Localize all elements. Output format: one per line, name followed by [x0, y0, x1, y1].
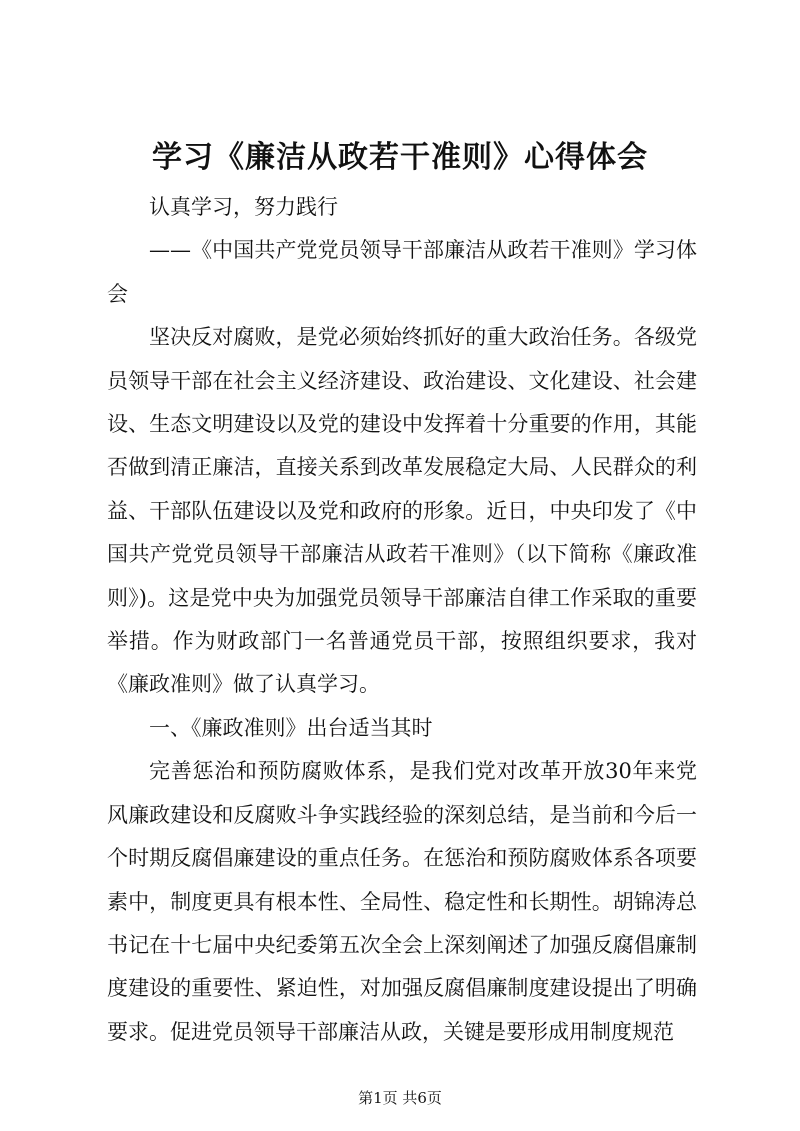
document-title: 学习《廉洁从政若干准则》心得体会 [152, 140, 648, 175]
subtitle: 认真学习，努力践行 [149, 195, 338, 219]
section-heading-1: 一、《廉政准则》出台适当其时 [149, 715, 433, 740]
document-body [107, 186, 697, 1054]
paragraph-section-1: 完善惩治和预防腐败体系，是我们党对改革开放30年来党风廉政建设和反腐败斗争实践经验的深刻总结，是当前和今后一个时期反腐倡廉建设的重点任务。在惩治和预防腐败体系各项要素中，制度更具有根本性、全局性、稳定性和长期性。胡锦涛总书记在十七届中央纪委第五次全会上深刻阐述了加强反腐倡廉制度建设的重要性、紧迫性，对加强反腐倡廉制度建设提出了明确要求。促进党员领导干部廉洁从政，关键是要形成用制度规范 [107, 759, 697, 1044]
page-footer: 第1页 共6页 [358, 1089, 442, 1107]
paragraph-intro: 坚决反对腐败，是党必须始终抓好的重大政治任务。各级党员领导干部在社会主义经济建设、政治建设、文化建设、社会建设、生态文明建设以及党的建设中发挥着十分重要的作用，其能否做到清正廉洁，直接关系到改革发展稳定大局、人民群众的利益、干部队伍建设以及党和政府的形象。近日，中央印发了《中国共产党党员领导干部廉洁从政若干准则》（以下简称《廉政准则》)。这是党中央为加强党员领导干部廉洁自律工作采取的重要举措。作为财政部门一名普通党员干部，按照组织要求，我对《廉政准则》做了认真学习。 [107, 325, 697, 697]
subtitle-source: ——《中国共产党党员领导干部廉洁从政若干准则》学习体会 [107, 238, 697, 306]
